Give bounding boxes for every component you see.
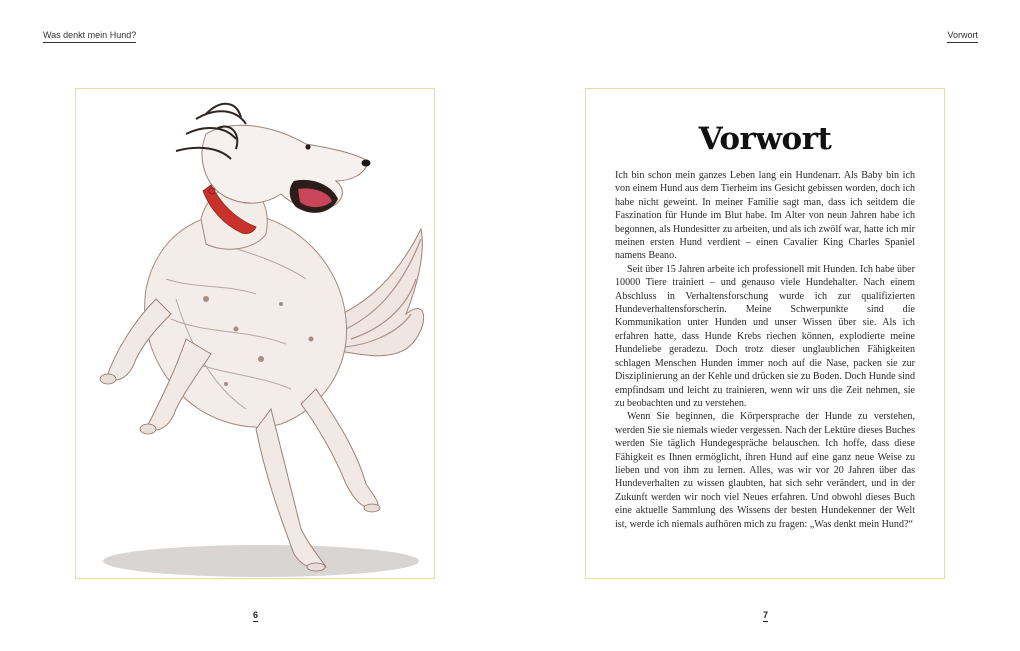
running-head-chapter: Vorwort: [947, 30, 978, 43]
dog-eye: [305, 144, 310, 149]
ground-shadow: [103, 545, 419, 577]
paw-front-left: [100, 374, 116, 384]
paw-hind: [307, 563, 325, 571]
page-number-left: 6: [253, 610, 259, 620]
paw-hind-raised: [364, 504, 380, 512]
dog-head: [202, 125, 368, 209]
page-number-right: 7: [763, 610, 769, 620]
running-head-book-title: Was denkt mein Hund?: [43, 30, 136, 43]
chapter-text-frame: [585, 88, 945, 579]
paragraph: Ich bin schon mein ganzes Leben lang ein Hundenarr. Als Baby bin ich von einem Hund aus dem Tierheim ins Gesicht gebissen worden, doch ich habe nicht geweint. In meiner Familie sagt man, dass ich seitdem die Faszination für Hunde im Blut habe. Im Alter von neun Jahren habe ich begonnen, als Hundesitter zu arbeiten, und als ich zwölf war, hatte ich mir meinen ersten Hund verdient – einen Cavalier King Charles Spaniel namens Beano.: [615, 170, 915, 262]
dog-hind-leg: [256, 409, 326, 568]
dog-illustration: [76, 89, 433, 577]
dog-hind-leg-raised: [301, 389, 378, 509]
paragraph: Seit über 15 Jahren arbeite ich professionell mit Hunden. Ich habe über 10000 Tiere trainiert – und genauso viele Hundehalter. Nach einem Abschluss in Verhaltensforschung wurde ich zur qualifizierten Hundeverhaltensforscherin. Meine Schwerpunkte sind die Kommunikation unter Hunden und unser Wissen über sie. Als ich erfahren hatte, dass Hunde Krebs riechen können, explodierte meine Hundeliebe geradezu. Doch trotz dieser unglaublichen Fähigkeiten schlagen Menschen Hunden immer noch auf die Nase, packen sie zur Disziplinierung an der Kehle und drücken sie zu Boden. Doch Hunde sind empfindsam und leicht zu trainieren, wenn wir uns die Zeit nehmen, sie zu beobachten und zu verstehen.: [615, 263, 915, 409]
paragraph: Wenn Sie beginnen, die Körpersprache der Hunde zu verstehen, werden Sie sie niemals wieder vergessen. Nach der Lektüre dieses Buches werden Sie täglich Hundegespräche belauschen. Ich hoffe, dass diese Fähigkeit es Ihnen ermöglicht, ihren Hund auf eine ganz neue Weise zu lieben und von ihm zu lernen. Alles, was wir vor 20 Jahren über das Hundeverhalten zu wissen glaubten, hat sich sehr verändert, und in der Zukunft werden wir noch viel Neues erfahren. Und obwohl dieses Buch eine aktuelle Sammlung des Wissens der besten Hundekenner der Welt ist, werde ich niemals aufhören mich zu fragen: „Was denkt mein Hund?“: [615, 411, 915, 530]
illustration-frame: [75, 88, 435, 579]
dog-nose: [362, 160, 371, 167]
chapter-body: [615, 169, 915, 531]
paw-front-right: [140, 424, 156, 434]
chapter-title: Vorwort: [698, 121, 832, 157]
